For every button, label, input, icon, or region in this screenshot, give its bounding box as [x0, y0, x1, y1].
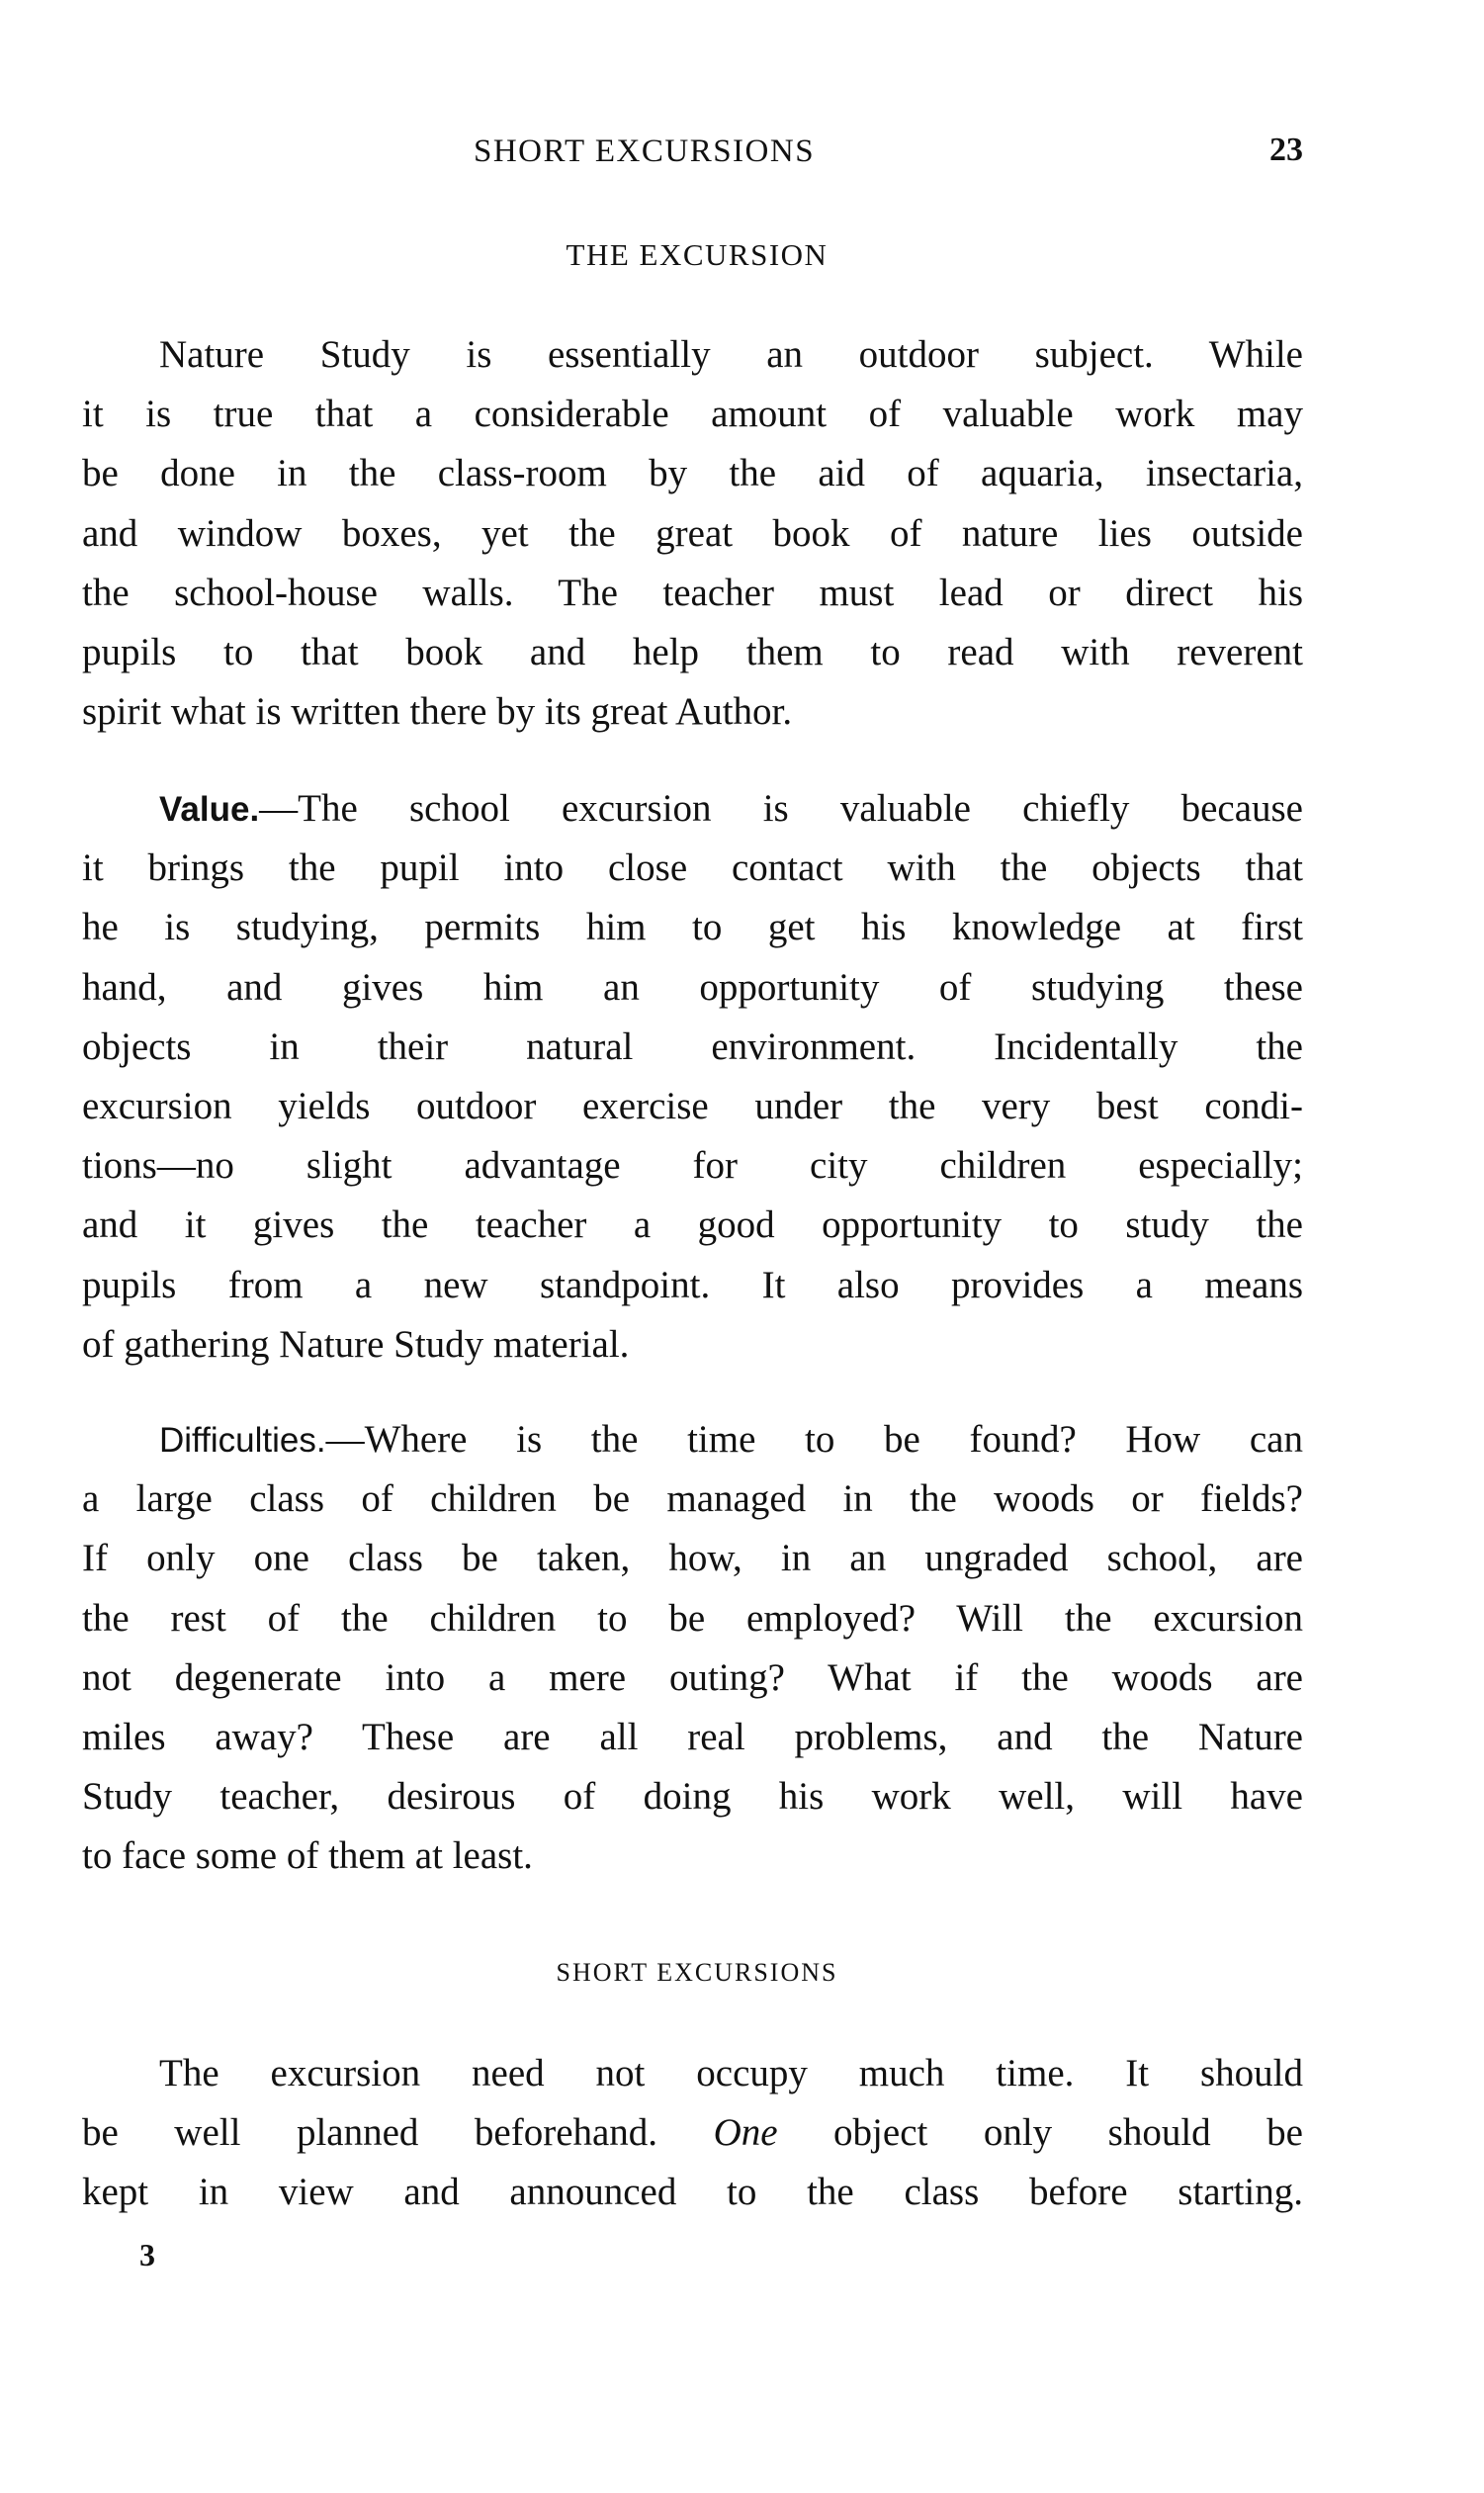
text-line: spirit what is written there by its great Author.: [82, 690, 793, 734]
text-line: objects in their natural environment. Incidentally the: [82, 1024, 1303, 1068]
italic-emphasis: One: [713, 2111, 778, 2155]
text-line: a large class of children be managed in the woods or fields?: [82, 1477, 1303, 1521]
text-line: [82, 2103, 1303, 2163]
text-line: Nature Study is essentially an outdoor subject. While: [159, 333, 1303, 376]
text-line: The excursion need not occupy much time. It should: [159, 2052, 1303, 2094]
text-line: and window boxes, yet the great book of nature lies outside: [82, 511, 1303, 555]
text-line: it is true that a considerable amount of valuable work may: [82, 393, 1303, 436]
text-line: excursion yields outdoor exercise under the very best condi-: [82, 1084, 1303, 1127]
text-line: pupils to that book and help them to read with reverent: [82, 630, 1303, 673]
text-line: [82, 1410, 1303, 1469]
text-line: hand, and gives him an opportunity of studying these: [82, 965, 1303, 1009]
text-line: tions—no slight advantage for city children especially;: [82, 1144, 1303, 1188]
text-line: to face some of them at least.: [82, 1834, 533, 1878]
page-number: 23: [1269, 132, 1303, 168]
text-segment: object only should be: [777, 2111, 1303, 2155]
text-line: the rest of the children to be employed? Will the excursion: [82, 1596, 1303, 1640]
paragraph-lead: Difficulties.: [159, 1421, 326, 1460]
paragraph-difficulties: [82, 1410, 1303, 1887]
paragraph-short-excursions: [82, 2044, 1303, 2223]
text-line: of gathering Nature Study material.: [82, 1322, 630, 1366]
text-line: the school-house walls. The teacher must lead or direct his: [82, 571, 1303, 614]
section-title: THE EXCURSION: [566, 237, 829, 272]
text-line: and it gives the teacher a good opportunity to study the: [82, 1203, 1303, 1247]
text-segment: —The school excursion is valuable chiefly because: [259, 787, 1303, 830]
signature-mark: 3: [139, 2237, 155, 2272]
text-line: not degenerate into a mere outing? What if the woods are: [82, 1655, 1303, 1699]
text-line: be done in the class-room by the aid of aquaria, insectaria,: [82, 452, 1303, 495]
paragraph-intro: [82, 325, 1303, 742]
text-segment: —Where is the time to be found? How can: [325, 1418, 1303, 1461]
running-title: SHORT EXCURSIONS: [474, 134, 816, 169]
text-line: [82, 779, 1303, 839]
text-segment: be well planned beforehand.: [82, 2111, 714, 2155]
text-line: kept in view and announced to the class before starting.: [82, 2171, 1303, 2214]
text-line: pupils from a new standpoint. It also provides a means: [82, 1263, 1303, 1306]
subsection-title: SHORT EXCURSIONS: [556, 1958, 838, 1987]
text-line: it brings the pupil into close contact with the objects that: [82, 846, 1303, 890]
text-line: he is studying, permits him to get his knowledge at first: [82, 906, 1303, 949]
paragraph-lead: Value.: [159, 790, 260, 829]
text-line: miles away? These are all real problems, and the Nature: [82, 1715, 1303, 1758]
paragraph-value: [82, 779, 1303, 1375]
text-line: If only one class be taken, how, in an ungraded school, are: [82, 1537, 1303, 1580]
text-line: Study teacher, desirous of doing his work well, will have: [82, 1775, 1303, 1819]
